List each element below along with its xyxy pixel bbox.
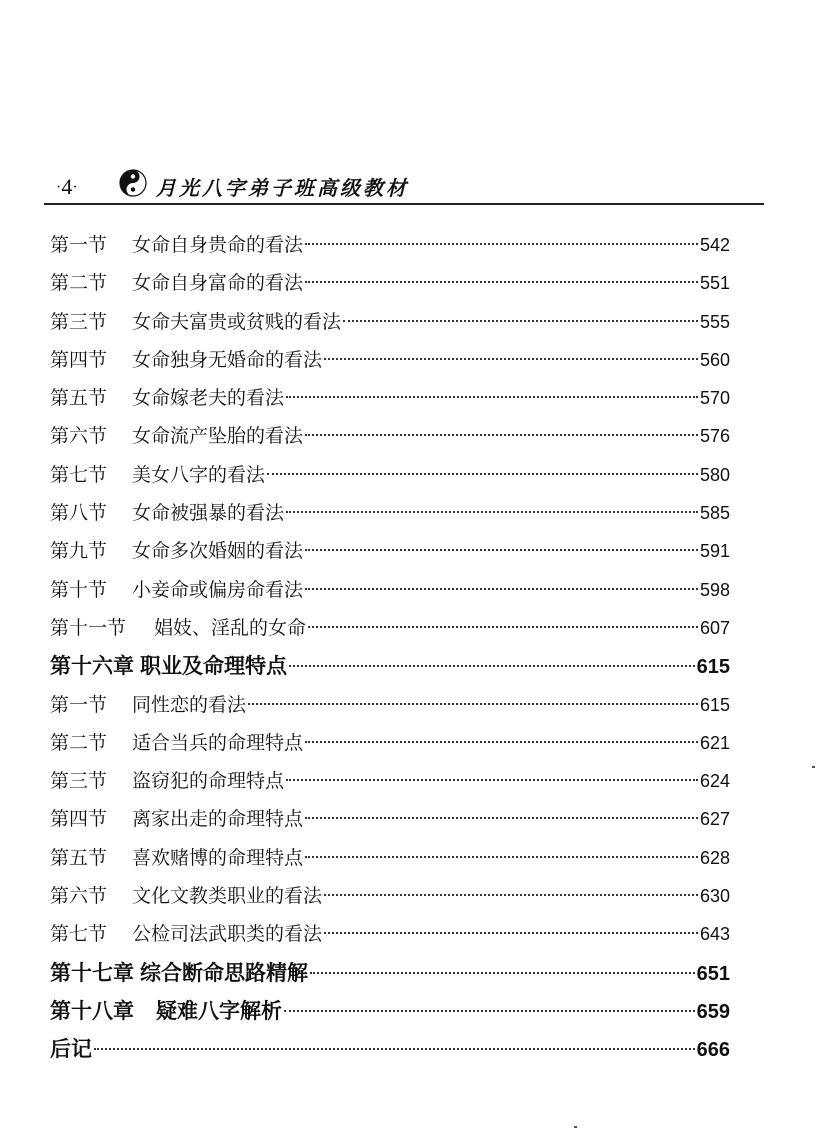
toc-section-entry xyxy=(50,264,730,302)
dot-leader xyxy=(94,1048,695,1050)
entry-title: 职业及命理特点 xyxy=(140,654,287,679)
toc-chapter-entry xyxy=(50,1030,730,1068)
header-rule xyxy=(44,203,764,205)
toc-entry-label xyxy=(50,877,322,915)
page-reference: 627 xyxy=(699,809,730,830)
entry-title: 女命自身富命的看法 xyxy=(132,272,304,295)
dot-leader xyxy=(284,1010,695,1012)
toc-entry-label xyxy=(50,724,303,762)
entry-title: 后记 xyxy=(50,1037,92,1062)
toc-entry-label xyxy=(50,494,284,532)
book-title: 月光八字弟子班高级教材 xyxy=(156,176,409,200)
toc-entry-label xyxy=(50,379,284,417)
dot-leader xyxy=(305,434,698,436)
toc-section-entry xyxy=(50,417,730,455)
section-number: 第八节 xyxy=(50,502,108,525)
toc-section-entry xyxy=(50,456,730,494)
toc-section-entry xyxy=(50,494,730,532)
entry-title: 女命夫富贵或贫贱的看法 xyxy=(132,310,342,333)
toc-section-entry xyxy=(50,686,730,724)
page-reference: 570 xyxy=(699,388,730,409)
toc-chapter-entry xyxy=(50,954,730,992)
section-number: 第五节 xyxy=(50,846,108,869)
entry-title: 同性恋的看法 xyxy=(132,693,247,716)
toc-entry-label xyxy=(50,532,303,570)
section-number: 第九节 xyxy=(50,540,108,563)
dot-leader xyxy=(267,473,698,475)
dot-leader xyxy=(305,856,698,858)
toc-entry-label xyxy=(50,226,303,264)
toc-entry-label xyxy=(50,839,303,877)
table-of-contents xyxy=(50,226,730,1069)
dot-leader xyxy=(324,932,698,934)
dot-leader xyxy=(343,320,698,322)
toc-entry-label xyxy=(50,456,265,494)
page-reference: 666 xyxy=(696,1039,730,1062)
entry-title: 适合当兵的命理特点 xyxy=(132,731,304,754)
toc-section-entry xyxy=(50,877,730,915)
toc-section-entry xyxy=(50,379,730,417)
page-reference: 643 xyxy=(699,924,730,945)
toc-entry-label xyxy=(50,264,303,302)
entry-title: 疑难八字解析 xyxy=(156,998,282,1023)
chapter-number: 第十八章 xyxy=(50,998,134,1023)
toc-chapter-entry xyxy=(50,647,730,685)
entry-title: 女命独身无婚命的看法 xyxy=(132,348,323,371)
dot-leader xyxy=(305,741,698,743)
dot-leader xyxy=(286,396,698,398)
section-number: 第六节 xyxy=(50,885,108,908)
page-reference: 624 xyxy=(699,771,730,792)
dot-leader xyxy=(305,549,698,551)
toc-chapter-entry xyxy=(50,992,730,1030)
toc-entry-label xyxy=(50,341,322,379)
toc-section-entry xyxy=(50,915,730,953)
toc-section-entry xyxy=(50,762,730,800)
entry-title: 公检司法武职类的看法 xyxy=(132,923,323,946)
dot-leader xyxy=(310,972,695,974)
section-number: 第七节 xyxy=(50,923,108,946)
toc-section-entry xyxy=(50,341,730,379)
page-reference: 615 xyxy=(699,694,730,715)
dot-leader xyxy=(305,281,698,283)
page-reference: 615 xyxy=(696,656,730,679)
toc-entry-label xyxy=(50,609,306,647)
dot-leader xyxy=(248,703,698,705)
toc-entry-label xyxy=(50,800,303,838)
dot-leader xyxy=(305,243,698,245)
scan-speck xyxy=(812,766,815,768)
page-reference: 551 xyxy=(699,273,730,294)
entry-title: 女命自身贵命的看法 xyxy=(132,234,304,256)
page-reference: 591 xyxy=(699,541,730,562)
dot-leader xyxy=(308,626,698,628)
section-number: 第十一节 xyxy=(50,616,127,639)
page-reference: 555 xyxy=(699,311,730,332)
dot-leader xyxy=(324,894,698,896)
toc-section-entry xyxy=(50,303,730,341)
entry-title: 文化文教类职业的看法 xyxy=(132,885,323,908)
chapter-number: 第十七章 xyxy=(50,960,134,985)
toc-section-entry xyxy=(50,571,730,609)
scan-speck xyxy=(574,1126,577,1128)
page-reference: 651 xyxy=(696,962,730,985)
toc-entry-label xyxy=(50,571,303,609)
page-reference: 659 xyxy=(696,1000,730,1023)
toc-section-entry xyxy=(50,609,730,647)
entry-title: 小妾命或偏房命看法 xyxy=(132,578,304,601)
dot-leader xyxy=(286,779,698,781)
toc-section-entry xyxy=(50,724,730,762)
section-number: 第三节 xyxy=(50,770,108,793)
toc-entry-label xyxy=(50,417,303,455)
toc-entry-label xyxy=(50,1030,92,1068)
section-number: 第七节 xyxy=(50,463,108,486)
toc-section-entry xyxy=(50,532,730,570)
section-number: 第三节 xyxy=(50,310,108,333)
section-number: 第六节 xyxy=(50,425,108,448)
entry-title: 娼妓、淫乱的女命 xyxy=(154,616,307,639)
page-reference: 585 xyxy=(699,503,730,524)
entry-title: 女命嫁老夫的看法 xyxy=(132,387,285,410)
toc-entry-label xyxy=(50,762,284,800)
page-number: ·4· xyxy=(56,174,78,199)
page-reference: 560 xyxy=(699,349,730,370)
section-number: 第十节 xyxy=(50,578,108,601)
page-reference: 576 xyxy=(699,426,730,447)
toc-entry-label xyxy=(50,954,308,992)
dot-leader xyxy=(289,665,695,667)
page-reference: 628 xyxy=(699,847,730,868)
chapter-number: 第十六章 xyxy=(50,654,134,679)
section-number: 第二节 xyxy=(50,731,108,754)
entry-title: 综合断命思路精解 xyxy=(140,960,308,985)
page-reference: 598 xyxy=(699,579,730,600)
dot-leader xyxy=(305,588,698,590)
toc-section-entry xyxy=(50,839,730,877)
entry-title: 女命被强暴的看法 xyxy=(132,502,285,525)
section-number: 第四节 xyxy=(50,348,108,371)
entry-title: 盗窃犯的命理特点 xyxy=(132,770,285,793)
page-reference: 580 xyxy=(699,464,730,485)
toc-entry-label xyxy=(50,915,322,953)
entry-title: 女命多次婚姻的看法 xyxy=(132,540,304,563)
section-number: 第一节 xyxy=(50,693,108,716)
taiji-icon xyxy=(118,168,148,198)
page-reference: 621 xyxy=(699,732,730,753)
page-reference: 607 xyxy=(699,617,730,638)
dot-leader xyxy=(324,358,698,360)
toc-entry-label xyxy=(50,647,287,685)
section-number: 第五节 xyxy=(50,387,108,410)
dot-leader xyxy=(305,817,698,819)
toc-entry-label xyxy=(50,686,246,724)
entry-title: 女命流产坠胎的看法 xyxy=(132,425,304,448)
toc-section-entry xyxy=(50,226,730,264)
entry-title: 喜欢赌博的命理特点 xyxy=(132,846,304,869)
entry-title: 美女八字的看法 xyxy=(132,463,266,486)
toc-section-entry xyxy=(50,800,730,838)
page-reference: 542 xyxy=(699,235,730,255)
page-reference: 630 xyxy=(699,886,730,907)
toc-entry-label xyxy=(50,303,341,341)
section-number: 第二节 xyxy=(50,272,108,295)
dot-leader xyxy=(286,511,698,513)
section-number: 第四节 xyxy=(50,808,108,831)
entry-title: 离家出走的命理特点 xyxy=(132,808,304,831)
section-number: 第一节 xyxy=(50,234,108,256)
page-header xyxy=(52,166,764,204)
toc-entry-label xyxy=(50,992,282,1030)
